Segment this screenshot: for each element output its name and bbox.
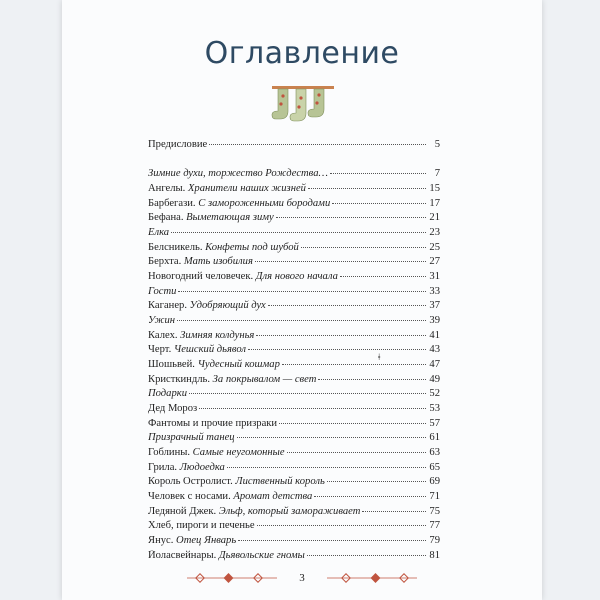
toc-page-number: 23 (429, 227, 440, 239)
toc-entry-name: Кристкиндль. (148, 373, 211, 385)
toc-leader-dots (314, 496, 426, 497)
toc-entry-title (148, 491, 312, 502)
toc-leader-dots (209, 144, 426, 145)
toc-entry-title (148, 242, 299, 253)
footer-ornament-left-icon (187, 573, 277, 583)
toc-entry-name: Белсникель. (148, 241, 203, 253)
toc-row[interactable] (148, 359, 440, 374)
toc-entry-name: Ледяной Джек. (148, 505, 217, 517)
toc-leader-dots (330, 173, 426, 174)
toc-leader-dots (318, 379, 426, 380)
toc-page-number: 71 (429, 491, 440, 503)
toc-leader-dots (282, 364, 426, 365)
toc-page-number: 17 (429, 197, 440, 209)
toc-page-number: 5 (434, 139, 440, 150)
toc-entry-name: Йоласвейнары. (148, 549, 217, 561)
toc-page-number: 79 (429, 535, 440, 547)
toc-entry-title (148, 256, 253, 267)
toc-entry-subtitle: Чудесный кошмар (197, 359, 280, 371)
toc-entry-subtitle: Лиственный король (235, 476, 325, 488)
toc-entry-title (148, 550, 305, 561)
toc-page-number: 65 (429, 461, 440, 473)
toc-entry-subtitle: Чешский дьявол (173, 344, 247, 356)
toc-row-preface[interactable] (148, 139, 440, 154)
toc-row[interactable] (148, 315, 440, 330)
toc-row[interactable] (148, 344, 440, 359)
toc-entry-title (148, 330, 254, 341)
toc-row[interactable] (148, 403, 440, 418)
toc-page-number: 49 (429, 373, 440, 385)
toc-leader-dots (257, 525, 426, 526)
toc-entry-name: Янус. (148, 535, 174, 547)
toc-page-number: 43 (429, 344, 440, 356)
socks-illustration (268, 82, 338, 130)
toc-entry-name: Ангелы. (148, 183, 186, 195)
toc-row[interactable] (148, 476, 440, 491)
toc-entry-subtitle: Эльф, который замораживает (218, 505, 361, 517)
toc-entry-name: Гоблины. (148, 447, 191, 459)
toc-entry-title (148, 418, 277, 429)
toc-row[interactable] (148, 271, 440, 286)
toc-page-number: 52 (429, 388, 440, 400)
toc-entry-title (148, 344, 246, 355)
toc-entries (148, 168, 440, 564)
toc-row[interactable] (148, 418, 440, 433)
toc-entry-subtitle: Для нового начала (255, 271, 338, 283)
toc-entry-title (148, 315, 175, 326)
toc-entry-title (148, 198, 330, 209)
toc-entry-subtitle: Конфеты под шубой (205, 241, 299, 253)
toc-page-number: 81 (429, 549, 440, 561)
toc-leader-dots (238, 540, 426, 541)
toc-row[interactable] (148, 506, 440, 521)
toc-entry-name: Шошьвей. (148, 359, 195, 371)
toc-page-number: 27 (429, 256, 440, 268)
toc-page-number: 15 (429, 183, 440, 195)
toc-entry-subtitle: Зимние духи, торжество Рождества… (148, 168, 328, 180)
toc-page-number: 61 (429, 432, 440, 444)
toc-page-number: 77 (429, 520, 440, 532)
toc-entry-name: Хлеб, пироги и печенье (148, 520, 255, 532)
toc-leader-dots (268, 305, 426, 306)
toc-row[interactable] (148, 227, 440, 242)
toc-entry-title (148, 535, 236, 546)
toc-leader-dots (177, 320, 426, 321)
toc-entry-subtitle: Мать изобилия (183, 256, 253, 268)
toc-entry-subtitle: Самые неугомонные (192, 447, 285, 459)
toc-leader-dots (171, 232, 426, 233)
toc-row[interactable] (148, 550, 440, 565)
toc-leader-dots (199, 408, 426, 409)
toc-entry-subtitle: С замороженными бородами (198, 197, 331, 209)
toc-leader-dots (248, 349, 426, 350)
toc-row[interactable] (148, 198, 440, 213)
page-footer (62, 570, 542, 586)
toc-entry-title (148, 476, 325, 487)
pencil-mark: ǂ (378, 352, 381, 362)
toc-entry-subtitle: Подарки (148, 388, 188, 400)
toc-page-number: 63 (429, 447, 440, 459)
toc-row[interactable] (148, 212, 440, 227)
toc-entry-name: Бефана. (148, 212, 184, 224)
toc-entry-title (148, 286, 176, 297)
toc-page-number: 47 (429, 359, 440, 371)
toc-spacer (148, 154, 440, 169)
toc-row[interactable] (148, 520, 440, 535)
toc-entry-title (148, 388, 187, 399)
toc-entry-title (148, 374, 316, 385)
toc-leader-dots (301, 247, 426, 248)
toc-entry-subtitle: Аромат детства (233, 491, 313, 503)
toc-page-number: 69 (429, 476, 440, 488)
toc-entry-title (148, 227, 169, 238)
toc-entry-title (148, 271, 338, 282)
toc-leader-dots (227, 467, 426, 468)
toc-leader-dots (178, 291, 426, 292)
toc-row[interactable] (148, 388, 440, 403)
toc-entry-title (148, 506, 360, 517)
toc-entry-title (148, 403, 197, 414)
toc-entry-title (148, 520, 255, 531)
toc-entry-subtitle: Елка (148, 227, 170, 239)
toc-page-number: 41 (429, 329, 440, 341)
toc-entry-name: Черт. (148, 344, 172, 356)
toc-entry-title (148, 447, 285, 458)
toc-entry-title (148, 432, 235, 443)
toc-entry-subtitle: Удобряющий дух (189, 300, 266, 312)
toc-page-number: 25 (429, 241, 440, 253)
toc-entry-title (148, 168, 328, 179)
toc-leader-dots (307, 555, 426, 556)
sock-right-icon (308, 89, 324, 117)
toc-entry-subtitle: Хранители наших жизней (187, 183, 306, 195)
toc-row[interactable] (148, 256, 440, 271)
toc-entry-name: Берхта. (148, 256, 182, 268)
toc-leader-dots (237, 437, 426, 438)
toc-title: Оглавление (204, 36, 400, 71)
sock-middle-icon (290, 89, 306, 121)
footer-ornament-right-icon (327, 573, 417, 583)
toc-row[interactable] (148, 242, 440, 257)
toc-page-number: 75 (429, 505, 440, 517)
toc-leader-dots (255, 261, 426, 262)
toc-entry-name: Калех. (148, 329, 178, 341)
toc-page-number: 39 (429, 315, 440, 327)
toc-leader-dots (362, 511, 426, 512)
toc-entry-title (148, 212, 274, 223)
toc-row[interactable] (148, 286, 440, 301)
toc-row[interactable] (148, 462, 440, 477)
toc-page-number: 21 (429, 212, 440, 224)
toc-leader-dots (327, 481, 426, 482)
toc-entry-name: Человек с носами. (148, 491, 231, 503)
toc-entry-name: Король Остролист. (148, 476, 233, 488)
page-number: 3 (299, 572, 305, 584)
toc-leader-dots (256, 335, 426, 336)
toc-page-number: 57 (429, 417, 440, 429)
toc-leader-dots (279, 423, 426, 424)
toc-leader-dots (340, 276, 426, 277)
toc-row[interactable] (148, 183, 440, 198)
sock-left-icon (272, 89, 288, 119)
toc-entry-subtitle: Дьявольские гномы (218, 549, 305, 561)
toc-entry-name: Барбегази. (148, 197, 196, 209)
toc-row[interactable] (148, 374, 440, 389)
toc-entry-title (148, 359, 280, 370)
toc-entry-title (148, 300, 266, 311)
toc-leader-dots (287, 452, 426, 453)
toc-entry-name: Грила. (148, 461, 178, 473)
toc-row[interactable] (148, 300, 440, 315)
toc-entry-name: Дед Мороз (148, 403, 198, 415)
toc-page-number: 53 (429, 403, 440, 415)
toc-row[interactable] (148, 432, 440, 447)
toc-page-number: 31 (429, 271, 440, 283)
toc-entry-subtitle: Выметающая зиму (186, 212, 274, 224)
toc-leader-dots (308, 188, 426, 189)
toc-leader-dots (276, 217, 426, 218)
toc-entry-title: Предисловие (148, 139, 208, 150)
toc-page-number: 7 (434, 168, 440, 180)
toc-entry-subtitle: Людоедка (179, 461, 225, 473)
toc-entry-name: Каганер. (148, 300, 187, 312)
toc-row[interactable] (148, 447, 440, 462)
toc-entry-name: Новогодний человечек. (148, 271, 254, 283)
toc-entry-subtitle: Зимняя колдунья (180, 329, 255, 341)
toc-page-number: 37 (429, 300, 440, 312)
toc-row[interactable] (148, 535, 440, 550)
toc-entry-subtitle: Ужин (148, 315, 176, 327)
toc-entry-name: Фантомы и прочие призраки (148, 417, 278, 429)
toc-entry-title (148, 183, 306, 194)
toc-entry-subtitle: Призрачный танец (148, 432, 235, 444)
toc-entry-subtitle: За покрывалом — свет (212, 373, 317, 385)
table-of-contents (148, 139, 440, 564)
toc-leader-dots (189, 393, 426, 394)
toc-row[interactable] (148, 168, 440, 183)
book-page (62, 0, 542, 600)
toc-entry-subtitle: Отец Январь (176, 535, 237, 547)
toc-row[interactable] (148, 491, 440, 506)
toc-leader-dots (332, 203, 426, 204)
toc-page-number: 33 (429, 285, 440, 297)
toc-entry-title (148, 462, 225, 473)
toc-entry-subtitle: Гости (148, 285, 177, 297)
toc-row[interactable] (148, 330, 440, 345)
